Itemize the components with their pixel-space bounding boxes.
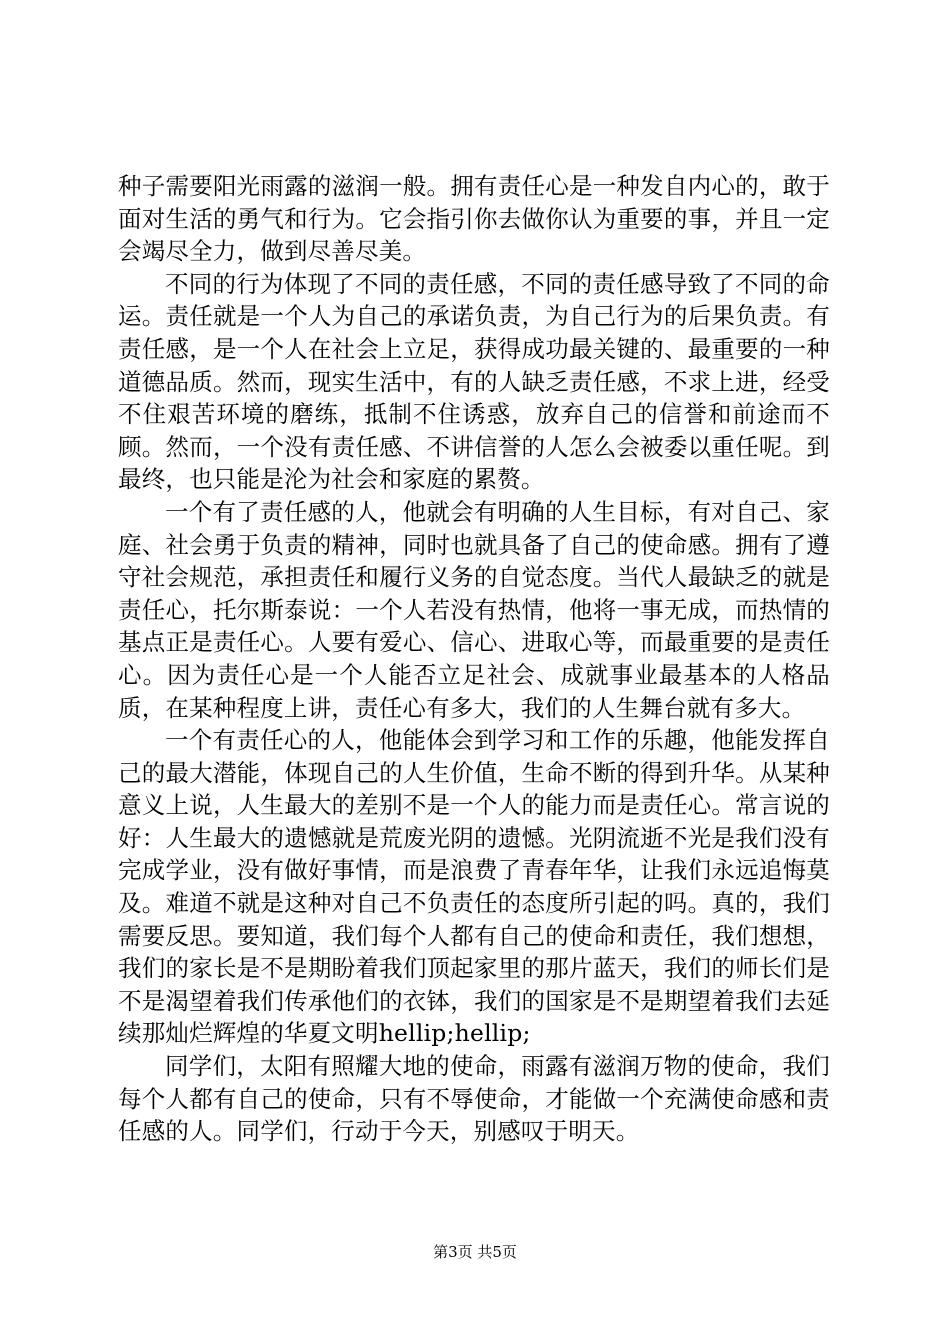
paragraph-5: 同学们，太阳有照耀大地的使命，雨露有滋润万物的使命，我们每个人都有自己的使命，只有不辱使命，才能做一个充满使命感和责任感的人。同学们，行动于今天，别感叹于明天。 xyxy=(118,1052,830,1146)
page-footer xyxy=(0,1242,950,1262)
document-body xyxy=(118,170,830,1148)
paragraph-2: 不同的行为体现了不同的责任感，不同的责任感导致了不同的命运。责任就是一个人为自己的承诺负责，为自己行为的后果负责。有责任感，是一个人在社会上立足，获得成功最关键的、最重要的一种道德品质。然而，现实生活中，有的人缺乏责任感，不求上进，经受不住艰苦环境的磨练，抵制不住诱惑，放弃自己的信誉和前途而不顾。然而，一个没有责任感、不讲信誉的人怎么会被委以重任呢。到最终，也只能是沦为社会和家庭的累赘。 xyxy=(118,269,830,494)
paragraph-1: 种子需要阳光雨露的滋润一般。拥有责任心是一种发自内心的，敢于面对生活的勇气和行为。它会指引你去做你认为重要的事，并且一定会竭尽全力，做到尽善尽美。 xyxy=(118,172,830,266)
paragraph-3: 一个有了责任感的人，他就会有明确的人生目标，有对自己、家庭、社会勇于负责的精神，同时也就具备了自己的使命感。拥有了遵守社会规范，承担责任和履行义务的自觉态度。当代人最缺乏的就是责任心，托尔斯泰说：一个人若没有热情，他将一事无成，而热情的基点正是责任心。人要有爱心、信心、进取心等，而最重要的是责任心。因为责任心是一个人能否立足社会、成就事业最基本的人格品质，在某种程度上讲，责任心有多大，我们的人生舞台就有多大。 xyxy=(118,497,830,722)
page-number-label: 第3页 共5页 xyxy=(433,1243,517,1261)
paragraph-4: 一个有责任心的人，他能体会到学习和工作的乐趣，他能发挥自己的最大潜能，体现自己的人生价值，生命不断的得到升华。从某种意义上说，人生最大的差别不是一个人的能力而是责任心。常言说的好：人生最大的遗憾就是荒废光阴的遗憾。光阴流逝不光是我们没有完成学业，没有做好事情，而是浪费了青春年华，让我们永远追悔莫及。难道不就是这种对自己不负责任的态度所引起的吗。真的，我们需要反思。要知道，我们每个人都有自己的使命和责任，我们想想，我们的家长是不是期盼着我们顶起家里的那片蓝天，我们的师长们是不是渴望着我们传承他们的衣钵，我们的国家是不是期望着我们去延续那灿烂辉煌的华夏文明hellip;hellip; xyxy=(118,726,830,1048)
